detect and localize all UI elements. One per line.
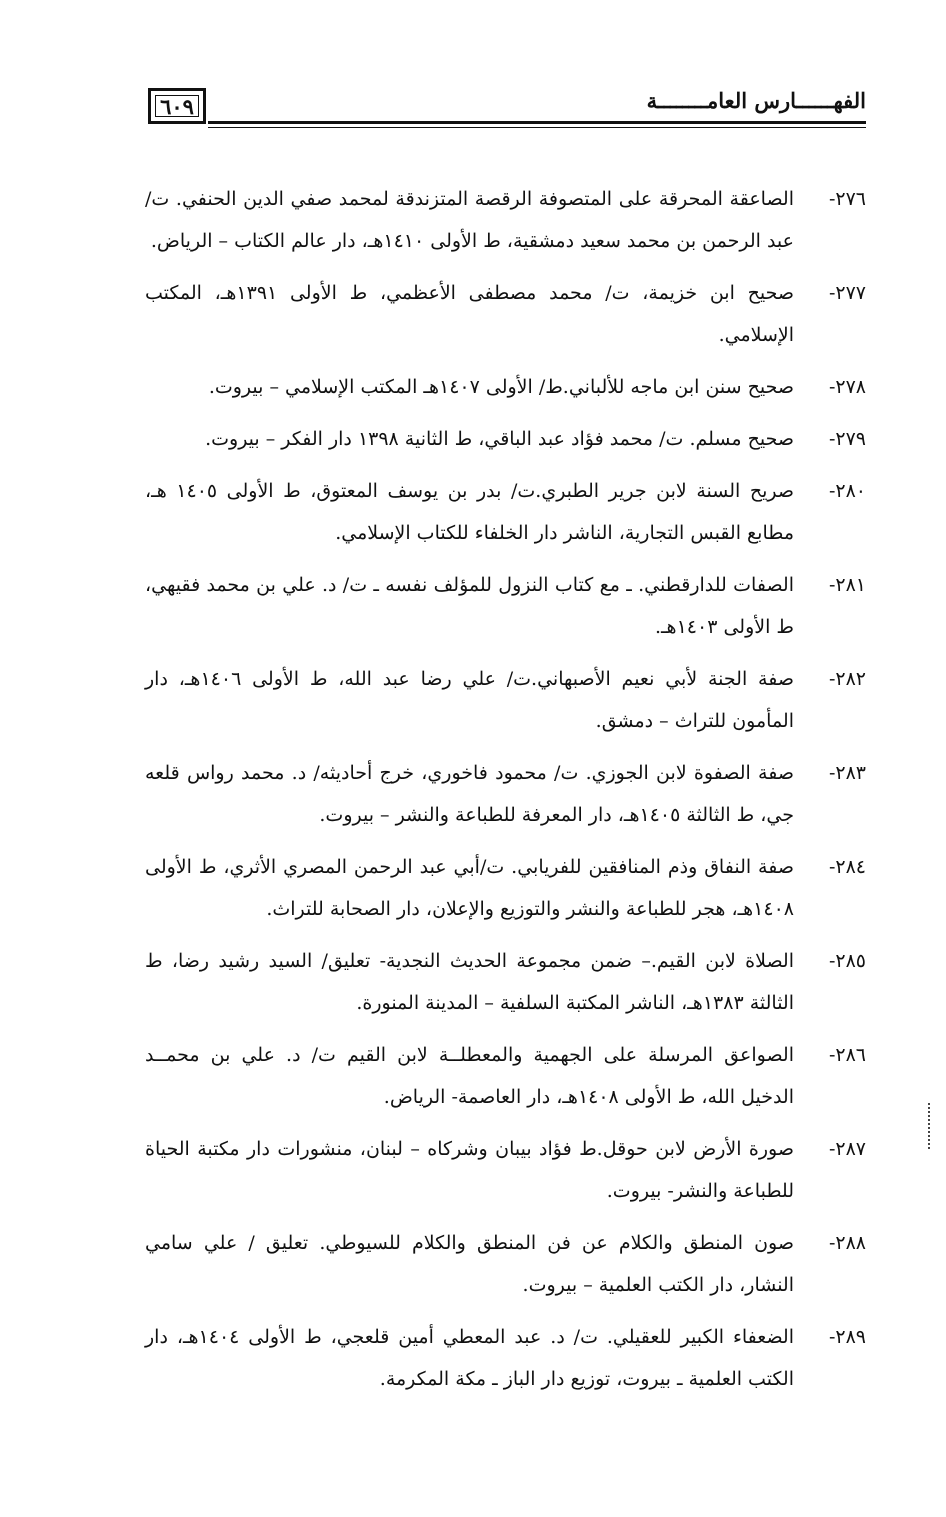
- list-item: [145, 272, 866, 356]
- list-item: [145, 564, 866, 648]
- entry-number: ٢٨٣-: [828, 762, 866, 784]
- list-item: [145, 1222, 866, 1306]
- list-item: [145, 658, 866, 742]
- entry-number: ٢٨٤-: [828, 856, 866, 878]
- page-header: [148, 88, 866, 128]
- list-item: [145, 366, 866, 408]
- list-item: [145, 470, 866, 554]
- entry-number: ٢٨٨-: [828, 1232, 866, 1254]
- entry-number: ٢٨٠-: [828, 480, 866, 502]
- list-item: [145, 752, 866, 836]
- entry-number: ٢٨٦-: [828, 1044, 866, 1066]
- entry-number: ٢٨٩-: [828, 1326, 866, 1348]
- entry-text: صحيح ابن خزيمة، ت/ محمد مصطفى الأعظمي، ط الأولى ١٣٩١هـ، المكتب الإسلامي.: [145, 282, 794, 346]
- header-rule: [208, 121, 866, 124]
- header-rule-thin: [208, 127, 866, 128]
- list-item: [145, 1316, 866, 1400]
- entry-number: ٢٧٩-: [828, 428, 866, 450]
- entry-text: صفة الصفوة لابن الجوزي. ت/ محمود فاخوري، خرج أحاديثه/ د. محمد رواس قلعه جي، ط الثالثة ١٤٠٥هـ، دار المعرفة للطباعة والنشر – بيروت.: [145, 762, 794, 826]
- entry-number: ٢٧٧-: [828, 282, 866, 304]
- entry-number: ٢٨٥-: [828, 950, 866, 972]
- list-item: [145, 418, 866, 460]
- entry-text: صحيح مسلم. ت/ محمد فؤاد عبد الباقي، ط الثانية ١٣٩٨ دار الفكر – بيروت.: [205, 428, 794, 450]
- entry-text: الصفات للدارقطني. ـ مع كتاب النزول للمؤلف نفسه ـ ت/ د. علي بن محمد فقيهي، ط الأولى ١٤٠٣هـ.: [145, 574, 794, 638]
- list-item: [145, 1128, 866, 1212]
- entry-number: ٢٧٦-: [828, 188, 866, 210]
- entry-number: ٢٧٨-: [828, 376, 866, 398]
- list-item: [145, 940, 866, 1024]
- entry-text: الصلاة لابن القيم.– ضمن مجموعة الحديث النجدية- تعليق/ السيد رشيد رضا، ط الثالثة ١٣٨٣هـ، الناشر المكتبة السلفية – المدينة المنورة.: [145, 950, 794, 1014]
- entry-number: ٢٨٧-: [828, 1138, 866, 1160]
- entry-text: الصواعق المرسلة على الجهمية والمعطلــة لابن القيم ت/ د. علي بن محمــد الدخيل الله، ط الأولى ١٤٠٨هـ، دار العاصمة- الرياض.: [145, 1044, 794, 1108]
- entry-text: صفة الجنة لأبي نعيم الأصبهاني.ت/ علي رضا عبد الله، ط الأولى ١٤٠٦هـ، دار المأمون للتراث – دمشق.: [145, 668, 794, 732]
- entry-text: صون المنطق والكلام عن فن المنطق والكلام للسيوطي. تعليق / علي سامي النشار، دار الكتب العلمية – بيروت.: [145, 1232, 794, 1296]
- entry-text: صريح السنة لابن جرير الطبري.ت/ بدر بن يوسف المعتوق، ط الأولى ١٤٠٥ هـ، مطابع القبس التجارية، الناشر دار الخلفاء للكتاب الإسلامي.: [145, 480, 794, 544]
- running-title: الفهــــــارس العامــــــــة: [646, 88, 866, 113]
- page-number: ٦٠٩: [148, 88, 206, 124]
- entry-text: الصاعقة المحرقة على المتصوفة الرقصة المتزندقة لمحمد صفي الدين الحنفي. ت/ عبد الرحمن بن محمد سعيد دمشقية، ط الأولى ١٤١٠هـ، دار عالم الكتاب – الرياض.: [145, 188, 794, 252]
- entry-text: صحيح سنن ابن ماجه للألباني.ط/ الأولى ١٤٠٧هـ المكتب الإسلامي – بيروت.: [208, 376, 794, 398]
- entry-number: ٢٨١-: [828, 574, 866, 596]
- list-item: [145, 846, 866, 930]
- bibliography-list: [145, 178, 866, 1410]
- entry-text: صورة الأرض لابن حوقل.ط فؤاد بيبان وشركاه – لبنان، منشورات دار مكتبة الحياة للطباعة والنشر- بيروت.: [145, 1138, 794, 1202]
- entry-number: ٢٨٢-: [828, 668, 866, 690]
- entry-text: صفة النفاق وذم المنافقين للفريابي. ت/أبي عبد الرحمن المصري الأثري، ط الأولى ١٤٠٨هـ، هجر للطباعة والنشر والتوزيع والإعلان، دار الصحابة للتراث.: [145, 856, 794, 920]
- list-item: [145, 178, 866, 262]
- entry-text: الضعفاء الكبير للعقيلي. ت/ د. عبد المعطي أمين قلعجي، ط الأولى ١٤٠٤هـ، دار الكتب العلمية ـ بيروت، توزيع دار الباز ـ مكة المكرمة.: [145, 1326, 794, 1390]
- scan-margin-mark: [928, 1103, 934, 1149]
- list-item: [145, 1034, 866, 1118]
